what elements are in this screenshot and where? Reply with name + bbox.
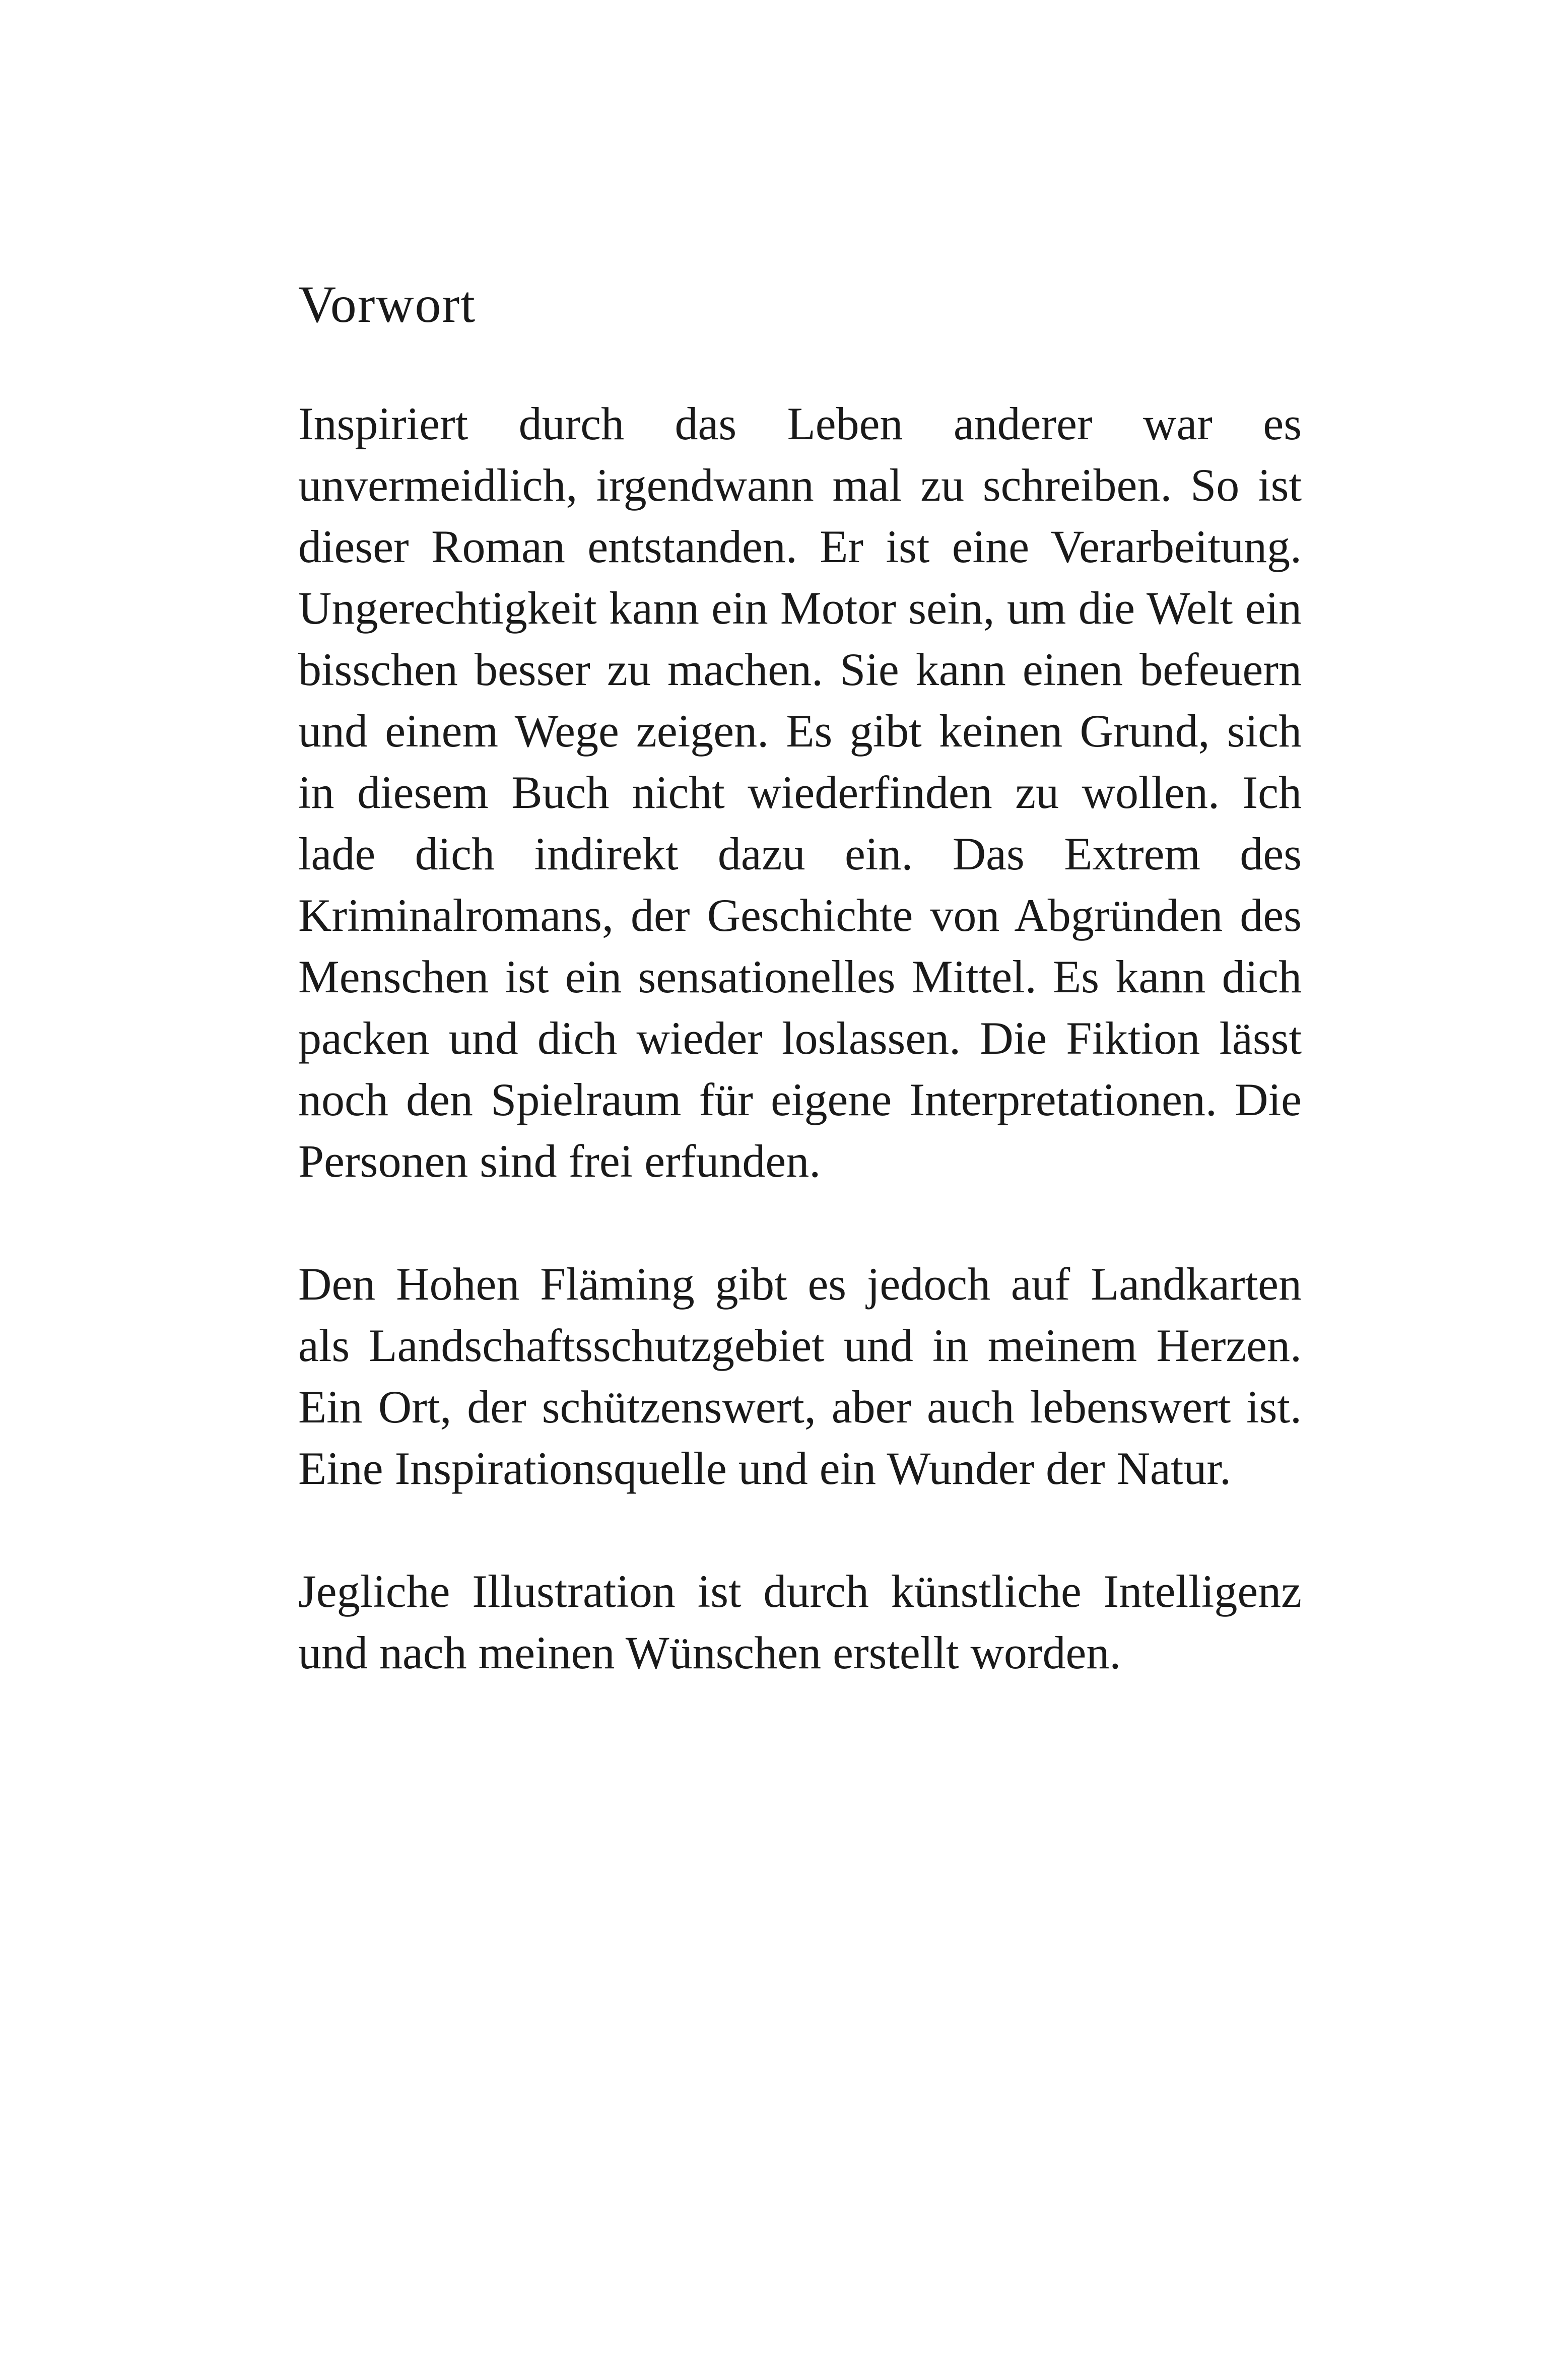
paragraph-flaeming: Den Hohen Fläming gibt es jedoch auf Landkarten als Landschaftsschutzgebiet und in meinem Herzen. Ein Ort, der schützenswert, aber auch lebenswert ist. Eine Inspirationsquelle und ein Wunder der Natur. — [298, 1258, 1302, 1494]
page-content — [298, 272, 1302, 1745]
page-title: Vorwort — [298, 276, 476, 333]
paragraph-intro: Inspiriert durch das Leben anderer war es unvermeidlich, irgendwann mal zu schreiben. So ist dieser Roman entstanden. Er ist eine Verarbeitung. Ungerechtigkeit kann ein Motor sein, um die Welt ein bisschen besser zu machen. Sie kann einen befeuern und einem Wege zeigen. Es gibt keinen Grund, sich in diesem Buch nicht wiederfinden zu wollen. Ich lade dich indirekt dazu ein. Das Extrem des Kriminalromans, der Geschichte von Abgründen des Menschen ist ein sensationelles Mittel. Es kann dich packen und dich wieder loslassen. Die Fiktion lässt noch den Spielraum für eigene Interpretationen. Die Personen sind frei erfunden. — [298, 398, 1302, 1187]
paragraph-illustration: Jegliche Illustration ist durch künstliche Intelligenz und nach meinen Wünschen erstellt worden. — [298, 1566, 1302, 1678]
